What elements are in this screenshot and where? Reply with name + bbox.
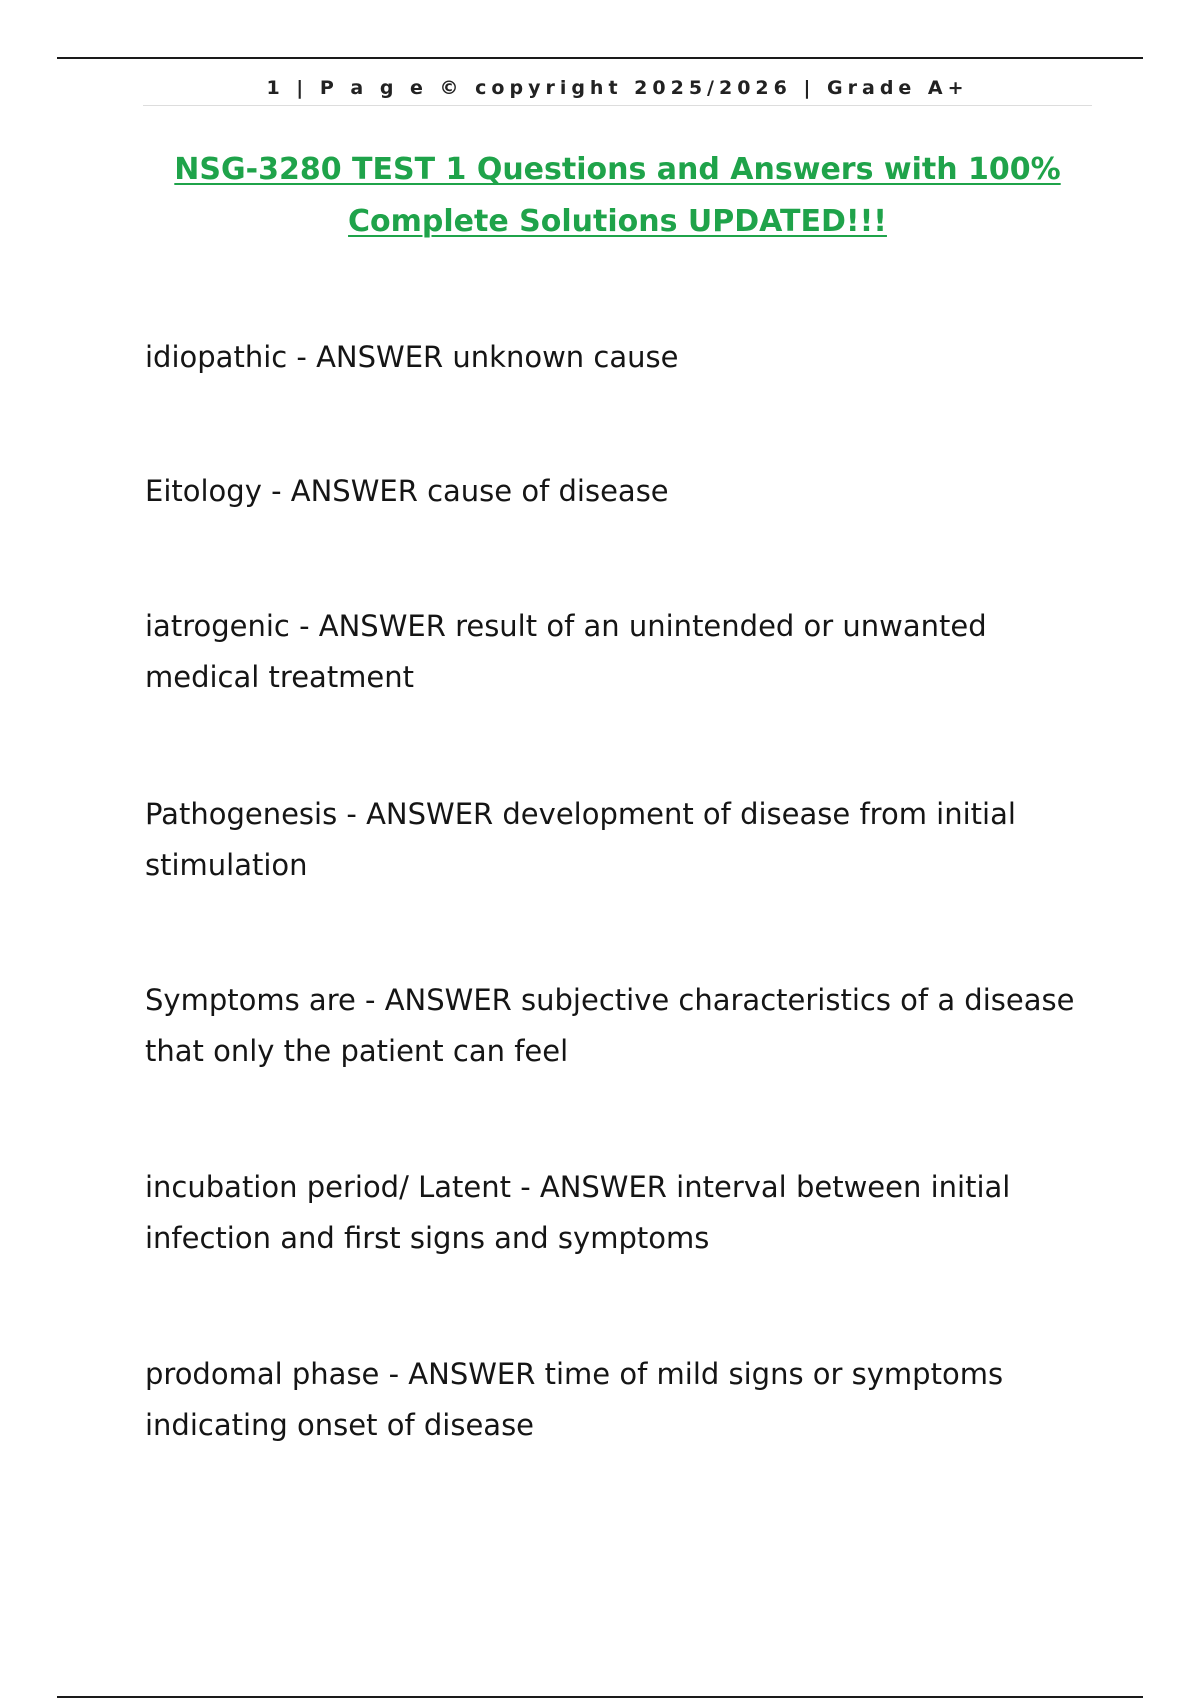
title-line-2: Complete Solutions UPDATED!!! — [348, 204, 887, 239]
document-title — [130, 144, 1105, 248]
title-line-1: NSG-3280 TEST 1 Questions and Answers with 100% — [174, 152, 1061, 187]
qa-item-prodomal-phase: prodomal phase - ANSWER time of mild signs or symptoms indicating onset of disease — [145, 1357, 1004, 1442]
qa-item-eitology: Eitology - ANSWER cause of disease — [145, 474, 669, 508]
bottom-rule — [57, 1696, 1143, 1698]
qa-item-iatrogenic: iatrogenic - ANSWER result of an unintended or unwanted medical treatment — [145, 609, 987, 694]
qa-item-symptoms: Symptoms are - ANSWER subjective characteristics of a disease that only the patient can feel — [145, 983, 1075, 1068]
page-header: 1 | P a g e © copyright 2025/2026 | Grade A+ — [143, 71, 1092, 106]
qa-item-incubation-period: incubation period/ Latent - ANSWER interval between initial infection and first signs and symptoms — [145, 1170, 1011, 1255]
qa-item-idiopathic: idiopathic - ANSWER unknown cause — [145, 340, 679, 374]
qa-item-pathogenesis: Pathogenesis - ANSWER development of disease from initial stimulation — [145, 797, 1016, 882]
top-rule — [57, 57, 1143, 59]
